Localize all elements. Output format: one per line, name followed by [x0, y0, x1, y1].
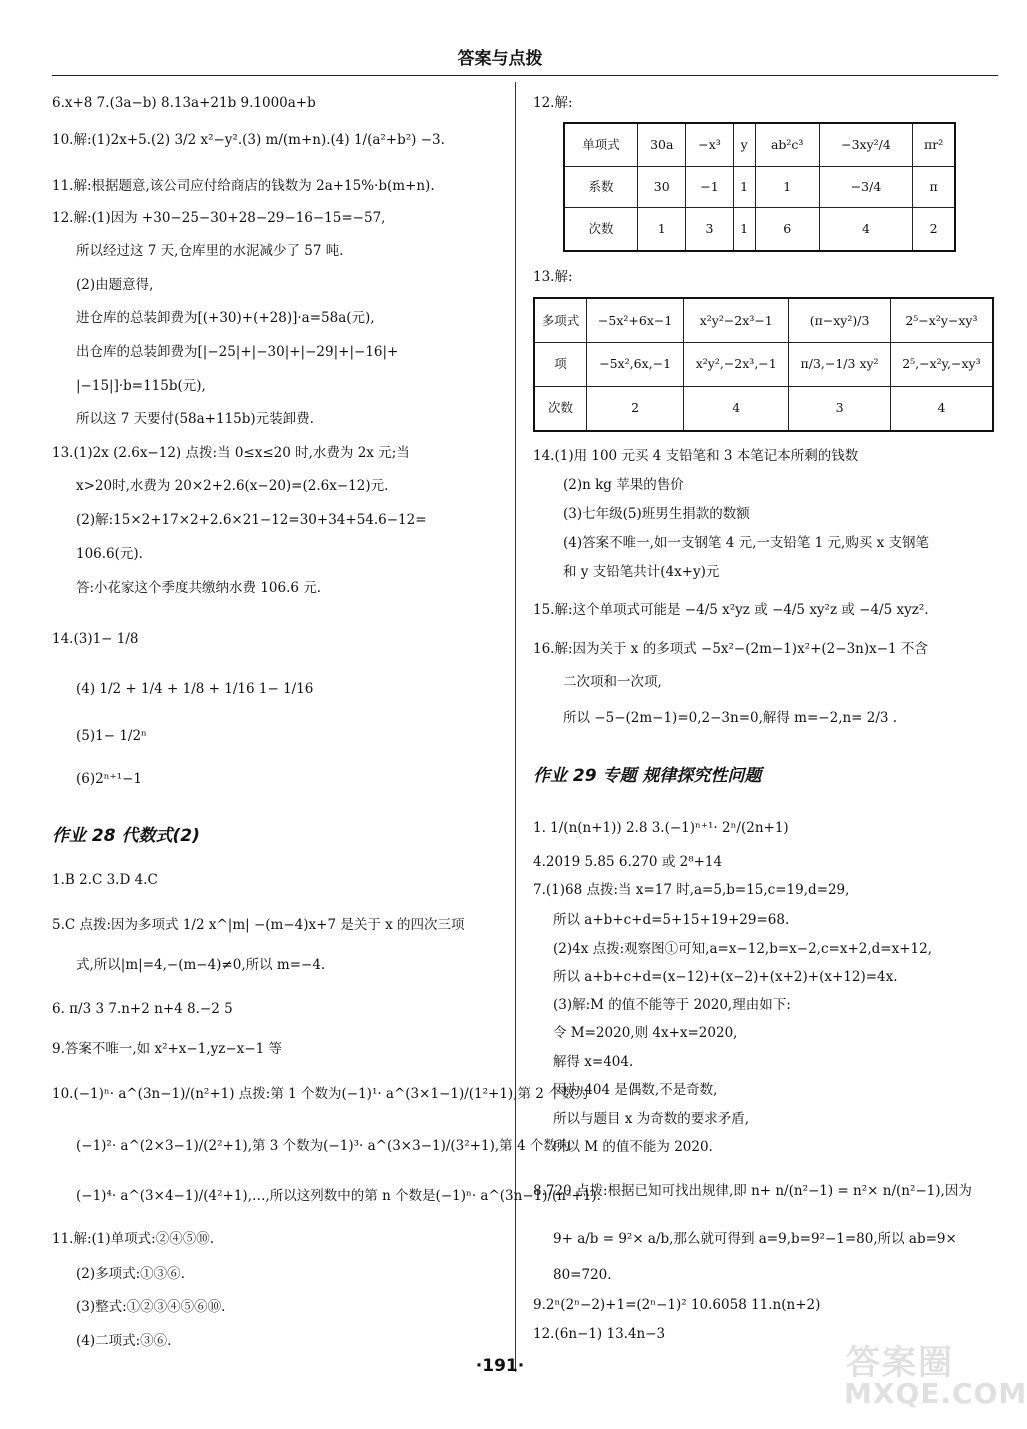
table-row [564, 123, 955, 166]
table-cell: πr² [913, 123, 955, 166]
answer-line: 16.解:因为关于 x 的多项式 −5x²−(2m−1)x²+(2−3n)x−1 不含 [533, 641, 928, 657]
answer-line: (4)答案不唯一,如一支钢笔 4 元,一支铅笔 1 元,购买 x 支钢笔 [563, 535, 930, 551]
answer-line: 13.解: [533, 269, 573, 285]
answer-line: 9+ a/b = 9²× a/b,那么就可得到 a=9,b=9²−1=80,所以 ab=9× [553, 1231, 957, 1247]
table-cell: π [913, 166, 955, 208]
monomial-table [563, 122, 956, 252]
answer-line: 10.解:(1)2x+5.(2) 3/2 x²−y².(3) m/(m+n).(4) 1/(a²+b²) −3. [52, 132, 445, 148]
answer-line: 14.(1)用 100 元买 4 支铅笔和 3 本笔记本所剩的钱数 [533, 448, 859, 464]
table-cell: −5x²,6x,−1 [587, 343, 684, 386]
table-cell: 4 [684, 386, 789, 431]
answer-line: (2)多项式:①③⑥. [76, 1266, 185, 1282]
answer-line: |−15|]·b=115b(元), [76, 378, 206, 394]
table-row [564, 166, 955, 208]
table-cell: 1 [755, 166, 819, 208]
answer-line: 14.(3)1− 1/8 [52, 631, 139, 647]
answer-line: 10.(−1)ⁿ· a^(3n−1)/(n²+1) 点拨:第 1 个数为(−1)¹· a^(3×1−1)/(1²+1),第 2 个数为 [52, 1086, 589, 1102]
answer-line: 6.x+8 7.(3a−b) 8.13a+21b 9.1000a+b [52, 95, 316, 111]
answer-line: x>20时,水费为 20×2+2.6(x−20)=(2.6x−12)元. [76, 478, 389, 494]
answer-line: 和 y 支铅笔共计(4x+y)元 [563, 564, 720, 580]
answer-line: (4) 1/2 + 1/4 + 1/8 + 1/16 1− 1/16 [76, 681, 314, 697]
answer-line: 二次项和一次项, [563, 674, 662, 690]
answer-line: 所以 a+b+c+d=5+15+19+29=68. [553, 912, 790, 928]
answer-line: 8.720 点拨:根据已知可找出规律,即 n+ n/(n²−1) = n²× n/(n²−1),因为 [533, 1183, 972, 1199]
table-cell: 4 [890, 386, 993, 431]
table-cell: 2⁵−x²y−xy³ [890, 298, 993, 343]
table-cell: 30a [638, 123, 686, 166]
table-cell: 3 [789, 386, 891, 431]
table-cell: π/3,−1/3 xy² [789, 343, 891, 386]
answer-line: 进仓库的总装卸费为[(+30)+(+28)]·a=58a(元), [76, 310, 375, 326]
table-cell: −1 [686, 166, 733, 208]
polynomial-table [533, 297, 994, 432]
table-row [564, 208, 955, 251]
table-cell: 单项式 [564, 123, 638, 166]
answer-line: 9.2ⁿ(2ⁿ−2)+1=(2ⁿ−1)² 10.6058 11.n(n+2) [533, 1297, 821, 1313]
answer-line: 4.2019 5.85 6.270 或 2⁸+14 [533, 854, 723, 870]
answer-line: 11.解:(1)单项式:②④⑤⑩. [52, 1231, 214, 1247]
table-cell: 1 [733, 166, 755, 208]
answer-line: 1.B 2.C 3.D 4.C [52, 872, 158, 888]
table-cell: 30 [638, 166, 686, 208]
table-cell: 系数 [564, 166, 638, 208]
watermark-text: 答案圈 [846, 1343, 954, 1383]
table-row [534, 298, 993, 343]
answer-line: 13.(1)2x (2.6x−12) 点拨:当 0≤x≤20 时,水费为 2x 元;当 [52, 445, 410, 461]
table-cell: −x³ [686, 123, 733, 166]
header-rule [52, 75, 998, 76]
table-cell: 1 [733, 208, 755, 251]
table-cell: ab²c³ [755, 123, 819, 166]
answer-line: 因为 404 是偶数,不是奇数, [553, 1082, 718, 1098]
answer-line: 7.(1)68 点拨:当 x=17 时,a=5,b=15,c=19,d=29, [533, 882, 850, 898]
answer-line: (4)二项式:③⑥. [76, 1333, 172, 1349]
answer-line: (5)1− 1/2ⁿ [76, 728, 147, 744]
answer-line: (6)2ⁿ⁺¹−1 [76, 771, 142, 787]
answer-line: (2)4x 点拨:观察图①可知,a=x−12,b=x−2,c=x+2,d=x+12, [553, 941, 932, 957]
watermark-logo [842, 1335, 1027, 1415]
answer-line: 15.解:这个单项式可能是 −4/5 x²yz 或 −4/5 xy²z 或 −4/5 xyz². [533, 602, 929, 618]
table-cell: x²y²,−2x³,−1 [684, 343, 789, 386]
table-cell: 1 [638, 208, 686, 251]
answer-line: (3)解:M 的值不能等于 2020,理由如下: [553, 997, 791, 1013]
answer-line: 5.C 点拨:因为多项式 1/2 x^|m| −(m−4)x+7 是关于 x 的四次三项 [52, 917, 465, 933]
table-cell: −5x²+6x−1 [587, 298, 684, 343]
answer-line: 12.(6n−1) 13.4n−3 [533, 1326, 666, 1342]
answer-line: 9.答案不唯一,如 x²+x−1,yz−x−1 等 [52, 1041, 282, 1057]
table-row [534, 386, 993, 431]
answer-line: 1. 1/(n(n+1)) 2.8 3.(−1)ⁿ⁺¹· 2ⁿ/(2n+1) [533, 820, 789, 836]
answer-line: 出仓库的总装卸费为[|−25|+|−30|+|−29|+|−16|+ [76, 344, 399, 360]
answer-line: 11.解:根据题意,该公司应付给商店的钱数为 2a+15%·b(m+n). [52, 178, 435, 194]
table-cell: x²y²−2x³−1 [684, 298, 789, 343]
answer-line: 令 M=2020,则 4x+x=2020, [553, 1025, 738, 1041]
table-cell: 多项式 [534, 298, 587, 343]
answer-line: 所以经过这 7 天,仓库里的水泥减少了 57 吨. [76, 243, 344, 259]
answer-line: 所以 −5−(2m−1)=0,2−3n=0,解得 m=−2,n= 2/3 . [563, 710, 898, 726]
answer-line: 式,所以|m|=4,−(m−4)≠0,所以 m=−4. [76, 957, 326, 973]
table-cell: −3/4 [819, 166, 913, 208]
page-header: 答案与点拨 [457, 49, 543, 69]
table-cell: −3xy²/4 [819, 123, 913, 166]
table-cell: (π−xy²)/3 [789, 298, 891, 343]
table-cell: 4 [819, 208, 913, 251]
answer-line: 所以 a+b+c+d=(x−12)+(x−2)+(x+2)+(x+12)=4x. [553, 969, 898, 985]
table-cell: 次数 [534, 386, 587, 431]
answer-line: 12.解:(1)因为 +30−25−30+28−29−16−15=−57, [52, 210, 386, 226]
answer-line: (−1)²· a^(2×3−1)/(2²+1),第 3 个数为(−1)³· a^(3×3−1)/(3²+1),第 4 个数为 [76, 1138, 571, 1154]
table-cell: 项 [534, 343, 587, 386]
answer-line: 所以与题目 x 为奇数的要求矛盾, [553, 1111, 749, 1127]
watermark-url: MXQE.COM [844, 1377, 1027, 1410]
section-title-28: 作业 28 代数式(2) [52, 826, 200, 846]
table-row [534, 343, 993, 386]
answer-line: 6. π/3 3 7.n+2 n+4 8.−2 5 [52, 1001, 233, 1017]
answer-line: (2)n kg 苹果的售价 [563, 477, 684, 493]
table-cell: 2 [913, 208, 955, 251]
answer-line: (3)整式:①②③④⑤⑥⑩. [76, 1299, 226, 1315]
section-title-29: 作业 29 专题 规律探究性问题 [533, 766, 762, 786]
page-number: ·191· [475, 1356, 525, 1376]
answer-line: 所以这 7 天要付(58a+115b)元装卸费. [76, 411, 314, 427]
answer-line: (2)解:15×2+17×2+2.6×21−12=30+34+54.6−12= [76, 512, 427, 528]
table-cell: 2 [587, 386, 684, 431]
table-cell: y [733, 123, 755, 166]
answer-line: 106.6(元). [76, 546, 143, 562]
answer-line: 12.解: [533, 95, 573, 111]
answer-line: (2)由题意得, [76, 277, 154, 293]
table-cell: 6 [755, 208, 819, 251]
answer-line: 解得 x=404. [553, 1054, 634, 1070]
answer-line: (−1)⁴· a^(3×4−1)/(4²+1),…,所以这列数中的第 n 个数是(−1)ⁿ· a^(3n−1)/(n²+1). [76, 1188, 601, 1204]
answer-line: 80=720. [553, 1267, 612, 1283]
table-cell: 2⁵,−x²y,−xy³ [890, 343, 993, 386]
table-cell: 次数 [564, 208, 638, 251]
answer-line: 答:小花家这个季度共缴纳水费 106.6 元. [76, 580, 322, 596]
answer-line: 所以 M 的值不能为 2020. [553, 1139, 713, 1155]
table-cell: 3 [686, 208, 733, 251]
column-divider [515, 82, 516, 1372]
answer-line: (3)七年级(5)班男生捐款的数额 [563, 506, 750, 522]
